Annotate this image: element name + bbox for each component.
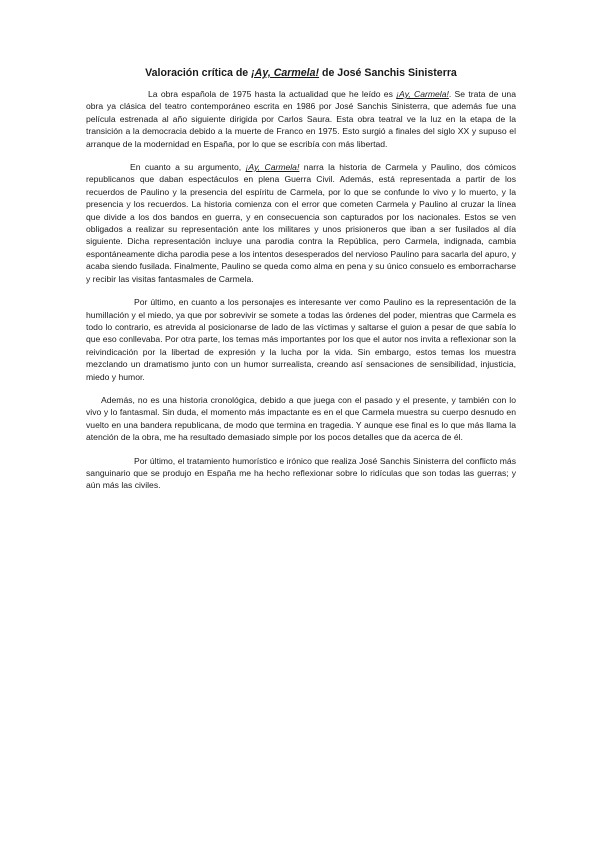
title-suffix: de José Sanchis Sinisterra xyxy=(319,67,457,79)
paragraph-2 xyxy=(86,161,516,285)
paragraph-4: Además, no es una historia cronológica, debido a que juega con el pasado y el presente, y también con lo vivo y lo fantasmal. Sin duda, el momento más impactante es en el que Carmela muestra su cuerpo desnudo en vuelto en una bandera republicana, de modo que termina en tragedia. Y aunque ese final es lo que más llama la atención de la obra, me ha resultado demasiado simple por los pocos detalles que da acerca de él. xyxy=(86,394,516,443)
paragraph-1-before: La obra española de 1975 hasta la actualidad que he leído es xyxy=(148,89,397,99)
paragraph-2-after: narra la historia de Carmela y Paulino, dos cómicos republicanos que daban espectáculos en plena Guerra Civil. Además, está representada a partir de los recuerdos de Paulino y la presencia del espíritu de Carmela, por lo que se confunde lo vivo y lo muerto, y la presencia y los recuerdos. La historia comienza con el error que cometen Carmela y Paulino al cruzar la línea que divide a los dos bandos en guerra, y en consecuencia son capturados por los nacionales. Estos se ven obligados a realizar su representación ante los militares y unos prisioneros que iban a ser fusilados al día siguiente. Dicha representación incluye una parodia contra la República, pero Carmela, indignada, cambia espontáneamente dicha parodia pese a los intentos desesperados del nervioso Paulino para sacarla del apuro, y acaba siendo fusilada. Finalmente, Paulino se queda como alma en pena y su único consuelo es emborracharse y recibir las visitas fantasmales de Carmela. xyxy=(86,162,516,284)
paragraph-1 xyxy=(86,88,516,150)
paragraph-3: Por último, en cuanto a los personajes es interesante ver como Paulino es la representación de la humillación y el miedo, ya que por sobrevivir se somete a todas las órdenes del poder, mientras que Carmela es todo lo contrario, es atrevida al posicionarse de lado de las víctimas y saltarse el guion a pesar de que sabía lo que eso conllevaba. Por otra parte, los temas más importantes por los que el autor nos invita a reflexionar son la reivindicación por la libertad de expresión y la lucha por la vida. Sin embargo, estos temas los muestra mezclando un dramatismo junto con un humor surrealista, creando así sensaciones de sensibilidad, injusticia, miedo y humor. xyxy=(86,297,516,382)
document-title xyxy=(86,66,516,80)
paragraph-5: Por último, el tratamiento humorístico e irónico que realiza José Sanchis Sinisterra del conflicto más sanguinario que se produjo en España me ha hecho reflexionar sobre lo ridículas que son todas las guerras; y aún más las civiles. xyxy=(86,455,516,491)
paragraph-2-work-name: ¡Ay, Carmela! xyxy=(245,162,300,173)
title-work-name: ¡Ay, Carmela! xyxy=(251,67,320,79)
paragraph-1-work-name: ¡Ay, Carmela! xyxy=(396,89,449,99)
paragraph-1-after: . Se trata de una obra ya clásica del teatro contemporáneo escrita en 1986 por José Sanchis Sinisterra, que además fue una película estrenada al año siguiente dirigida por Carlos Saura. Esta obra teatral ve la luz en la etapa de la transición a la democracia debido a la muerte de Franco en 1975. Esto surgió a finales del siglo XX y supuso el arranque de la modernidad en España, por lo que se escribía con más libertad. xyxy=(86,89,516,149)
paragraph-2-before: En cuanto a su argumento, xyxy=(130,162,246,173)
document-page xyxy=(86,66,516,503)
title-prefix: Valoración crítica de xyxy=(145,67,252,79)
